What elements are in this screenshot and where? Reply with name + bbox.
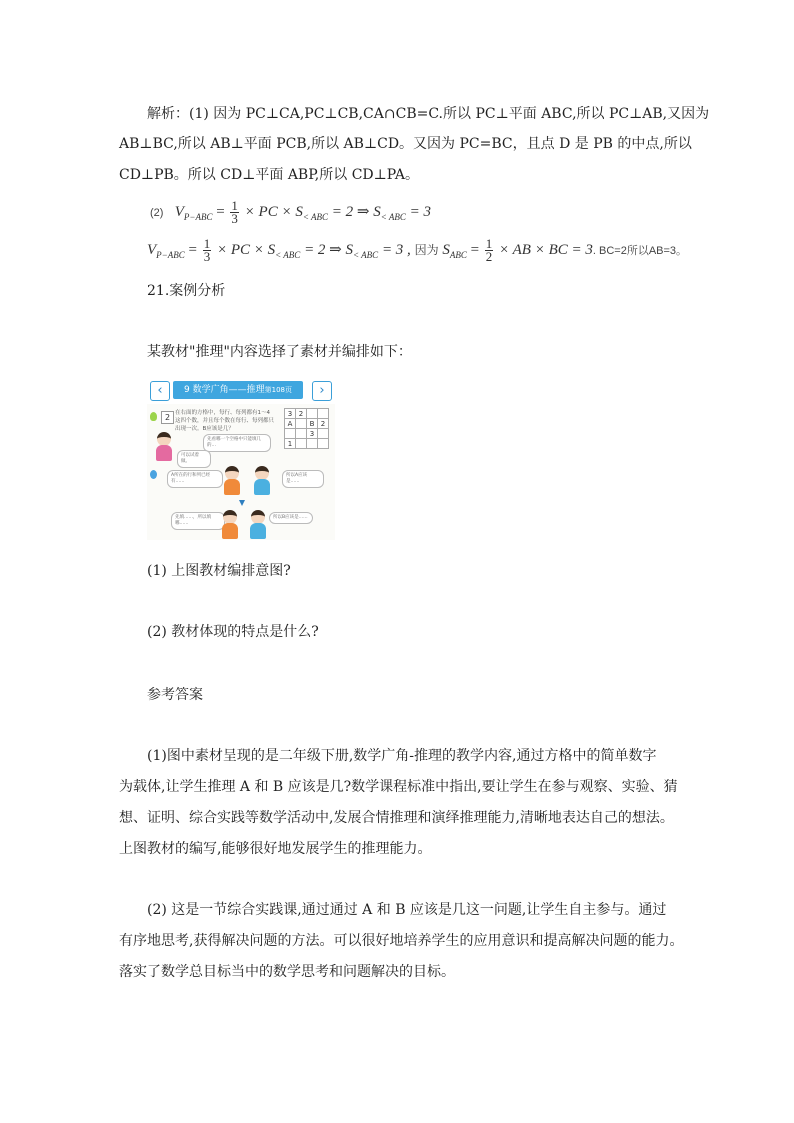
- grid-cell: 2: [318, 419, 329, 429]
- answer-1-line-2: 为载体,让学生推理 A 和 B 应该是几?数学课程标准中指出,要让学生在参与观察、实验、猜: [119, 779, 678, 795]
- question-number: 2: [161, 411, 174, 424]
- bulb-icon: [150, 412, 157, 421]
- girl-head-4: [223, 510, 237, 524]
- formula2-sub-abc: < ABC: [275, 249, 301, 260]
- grid-cell: 2: [296, 409, 307, 419]
- reference-answer-heading: 参考答案: [147, 687, 203, 703]
- question-text: 在右面的方格中，每行、每列都有1～4这四个数，并且每个数在每行、每列都只出现一次。B应该是几？: [175, 410, 275, 432]
- grid-row: [285, 409, 329, 419]
- formula-line-2: $V_{P-ABC}$ = $\frac{1}{3}$ × PC × $S_{< ABC} = 2$ ⇒ $S_{< ABC} = 3$ , 因为 $S_{ABC}$ = $\frac{1}{2}$ × AB × BC = 3. BC=2所以AB=3。: [147, 236, 688, 264]
- formula2-sub-abc-2: < ABC: [353, 249, 379, 260]
- speech-bubble-1: 先看哪一个空格中只能填几的…: [203, 434, 271, 452]
- fraction-one-half: [485, 238, 494, 263]
- grid-row: [285, 419, 329, 429]
- formula-eq: =: [216, 203, 225, 220]
- next-arrow-icon[interactable]: ›: [312, 381, 332, 401]
- girl-body-3: [254, 479, 270, 495]
- fraction-numerator: 1: [231, 198, 238, 213]
- case-intro: 某教材"推理"内容选择了素材并编排如下：: [147, 344, 412, 360]
- girl-head-5: [251, 510, 265, 524]
- grid-cell: 1: [285, 439, 296, 449]
- grid-cell: [318, 409, 329, 419]
- prev-arrow-icon[interactable]: ‹: [150, 381, 170, 401]
- info-icon: [150, 470, 157, 479]
- girl-head-3: [255, 466, 269, 480]
- grid-cell: [318, 429, 329, 439]
- formula-v: V: [174, 203, 184, 220]
- formula-sub-abc-2: < ABC: [380, 211, 406, 222]
- down-arrow-icon: [239, 500, 245, 506]
- formula2-sub: P−ABC: [156, 249, 185, 260]
- grid-row: [285, 439, 329, 449]
- because-text: 因为: [414, 242, 439, 257]
- speech-bubble-2: 可以试着做。: [177, 450, 211, 468]
- formula2-result: = 3 ,: [381, 241, 411, 258]
- answer-2-line-1: (2) 这是一节综合实践课,通过通过 A 和 B 应该是几这一问题,让学生自主参与。通过: [147, 902, 667, 918]
- formula2-times: × PC × S: [216, 241, 276, 258]
- grid-cell: [318, 439, 329, 449]
- grid-cell: 3: [307, 429, 318, 439]
- question-21-title: 21.案例分析: [147, 283, 226, 299]
- formula2-tail: . BC=2所以AB=3。: [592, 244, 688, 257]
- grid-row: [285, 429, 329, 439]
- fraction3-denominator: 2: [485, 249, 493, 264]
- speech-bubble-6: 所以B应该是……: [269, 512, 313, 524]
- answer-2-line-2: 有序地思考,获得解决问题的方法。可以很好地培养学生的应用意识和提高解决问题的能力。: [119, 933, 684, 949]
- answer-1-line-3: 想、证明、综合实践等数学活动中,发展合情推理和演绎推理能力,清晰地表达自己的想法。: [119, 810, 674, 826]
- fraction2-denominator: 3: [203, 249, 211, 264]
- figure-page: 第108页: [264, 386, 292, 394]
- sub-question-2: (2) 教材体现的特点是什么?: [147, 624, 319, 640]
- girl-head: [157, 432, 171, 446]
- girl-body-4: [222, 523, 238, 539]
- fraction2-numerator: 1: [203, 236, 211, 251]
- formula-implies: = 2 ⇒ S: [331, 203, 381, 220]
- grid-cell: [296, 429, 307, 439]
- formula2-implies: = 2 ⇒ S: [304, 241, 354, 258]
- speech-bubble-4: 所以A应该是……: [282, 470, 324, 488]
- answer-1-line-1: (1)图中素材呈现的是二年级下册,数学广角-推理的教学内容,通过方格中的简单数字: [147, 748, 657, 764]
- grid-cell: A: [285, 419, 296, 429]
- figure-body: [147, 404, 335, 540]
- girl-body-2: [224, 479, 240, 495]
- formula-times: × PC × S: [244, 203, 303, 220]
- girl-head-2: [225, 466, 239, 480]
- formula-line-1: [150, 200, 431, 225]
- girl-body-5: [250, 523, 266, 539]
- analysis-line-3: CD⊥PB。所以 CD⊥平面 ABP,所以 CD⊥PA。: [119, 167, 420, 183]
- grid-cell: 3: [285, 409, 296, 419]
- formula2-v: V: [147, 241, 157, 258]
- formula-result: = 3: [409, 203, 432, 220]
- grid-cell: [307, 409, 318, 419]
- analysis-line-2: AB⊥BC,所以 AB⊥平面 PCB,所以 AB⊥CD。又因为 PC=BC，且点 D 是 PB 的中点,所以: [119, 136, 692, 152]
- answer-1-line-4: 上图教材的编写,能够很好地发展学生的推理能力。: [119, 841, 432, 857]
- grid-cell: [296, 419, 307, 429]
- speech-bubble-3: A所在的行和列已经有……: [167, 470, 223, 488]
- analysis-line-1: 解析：(1) 因为 PC⊥CA,PC⊥CB,CA∩CB=C.所以 PC⊥平面 ABC,所以 PC⊥AB,又因为: [147, 106, 710, 122]
- grid-cell: [307, 439, 318, 449]
- girl-body: [156, 445, 172, 461]
- fraction-denominator: 3: [231, 211, 238, 226]
- figure-title-text: 9 数学广角——推理: [184, 385, 265, 395]
- textbook-figure: [147, 380, 335, 540]
- grid-cell: [285, 429, 296, 439]
- fraction-one-third: [230, 200, 239, 225]
- formula2-eq: =: [188, 241, 197, 258]
- fraction2-one-third: [203, 238, 212, 263]
- number-grid: [284, 408, 329, 449]
- formula-sub: P−ABC: [183, 211, 213, 222]
- fraction3-numerator: 1: [485, 236, 493, 251]
- figure-header: [147, 380, 335, 402]
- grid-cell: [296, 439, 307, 449]
- formula2-s: S: [442, 241, 450, 258]
- figure-title: [173, 381, 303, 399]
- formula-sub-abc: < ABC: [302, 211, 329, 222]
- formula2-sub-abc-plain: ABC: [449, 249, 467, 260]
- formula-label: (2): [150, 206, 164, 219]
- sub-question-1: (1) 上图教材编排意图?: [147, 563, 291, 579]
- formula2-ab-bc: × AB × BC = 3: [499, 241, 593, 258]
- answer-2-line-3: 落实了数学总目标当中的数学思考和问题解决的目标。: [119, 964, 455, 980]
- speech-bubble-5: 先填……，所以填哪……: [171, 512, 225, 530]
- grid-cell: B: [307, 419, 318, 429]
